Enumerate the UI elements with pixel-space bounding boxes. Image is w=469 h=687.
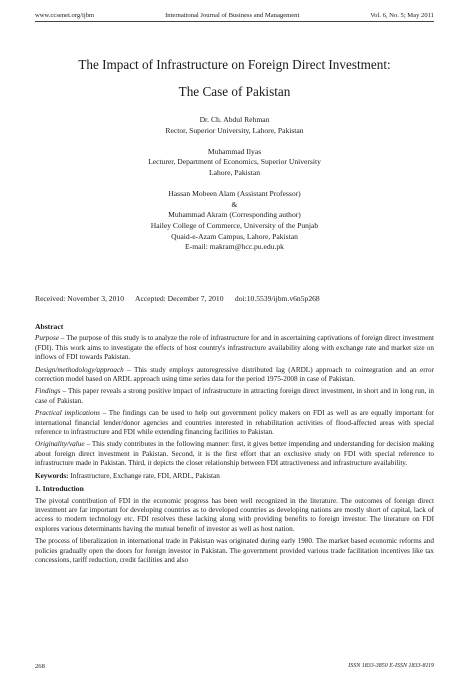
author-3-4-affiliation: Hailey College of Commerce, University of the Punjab bbox=[150, 220, 319, 230]
keywords bbox=[35, 472, 434, 481]
abstract-purpose bbox=[35, 334, 434, 362]
abstract-label: Purpose bbox=[35, 334, 59, 343]
author-2 bbox=[35, 147, 434, 179]
author-2-affiliation: Lecturer, Department of Economics, Superior University bbox=[148, 157, 321, 167]
author-3-4-campus: Quaid-e-Azam Campus, Lahore, Pakistan bbox=[171, 231, 298, 241]
running-header bbox=[35, 12, 434, 22]
title-line-1: The Impact of Infrastructure on Foreign Direct Investment: bbox=[78, 57, 391, 72]
author-2-name: Muhammad Ilyas bbox=[207, 146, 262, 156]
volume-info: Vol. 6, No. 5; May 2011 bbox=[370, 12, 434, 19]
introduction-heading: 1. Introduction bbox=[35, 484, 84, 494]
author-2-location: Lahore, Pakistan bbox=[208, 167, 261, 177]
title-line-2: The Case of Pakistan bbox=[178, 84, 291, 99]
abstract-text: – This paper reveals a strong positive impact of infrastructure in attracting foreign direct investment, in short and in long run, in case of Pakistan. bbox=[35, 387, 434, 405]
paper-body bbox=[35, 322, 434, 568]
introduction-paragraph: The process of liberalization in international trade in Pakistan was originated during early 1980. The market based economic reforms and policies gradually open the doors for foreign investor in Pakistan. The government provided various trade facilitation incentives like tax concessions, tariff reduction, credit facilities and also bbox=[35, 537, 434, 564]
abstract-implications bbox=[35, 409, 434, 437]
journal-name: International Journal of Business and Management bbox=[165, 12, 300, 19]
abstract-originality bbox=[35, 440, 434, 468]
author-1-affiliation: Rector, Superior University, Lahore, Pakistan bbox=[165, 125, 304, 135]
introduction-paragraph: The pivotal contribution of FDI in the economic progress has been well recognized in the literature. The outcomes of foreign direct investment are far important for developing countries as to developed countries as developing nations are mostly short of capital, lack of access to modern technology etc. FDI resolves these lacking along with providing benefits to foreign investor. The literature on FDI explores various determinants having the mutual benefit of investor as well as host nation. bbox=[35, 496, 434, 533]
issn: ISSN 1833-3850 E-ISSN 1833-8119 bbox=[348, 663, 434, 669]
author-1 bbox=[35, 115, 434, 136]
author-1-name: Dr. Ch. Abdul Rehman bbox=[199, 115, 270, 124]
author-3-4 bbox=[35, 189, 434, 253]
abstract-text: – The findings can be used to help out government policy makers on FDI as well as are equally important for international financial lender/donor agencies and countries interested in rehabilitation activities of flood-affected areas with special reference to infrastructure and FDI while extending financing facilities to Pakistan. bbox=[35, 409, 434, 437]
page-footer bbox=[35, 663, 434, 670]
abstract-text: – The purpose of this study is to analyze the role of infrastructure for and in ascertaining captivations of foreign direct investment (FDI). This work aims to investigate the effects of host country's infrastructure availability along with exchange rate and market size on inflows of FDI towards Pakistan. bbox=[35, 334, 434, 362]
author-4-name: Muhammad Akram (Corresponding author) bbox=[168, 210, 301, 220]
abstract-text: – This study employs autoregressive distributed lag (ARDL) approach to cointegration and an error correction model based on ARDL approach using time series data for the period 1975-2008 in case of Pakistan. bbox=[35, 365, 434, 384]
author-block bbox=[35, 115, 434, 253]
abstract-heading: Abstract bbox=[35, 322, 64, 331]
abstract-label: Practical implications bbox=[35, 409, 100, 418]
keywords-label: Keywords: bbox=[35, 471, 69, 480]
publication-dates: Received: November 3, 2010 Accepted: December 7, 2010 doi:10.5539/ijbm.v6n5p268 bbox=[35, 294, 320, 303]
abstract-label: Design/methodology/approach bbox=[35, 365, 124, 374]
abstract-text: – This study contributes in the following manner: first, it gives better impending and understanding for decision making about foreign direct investment in Pakistan. Second, it is the first effort that an exclusive study on FDI with special reference to infrastructure made in Pakistan. Third, it depicts the closer relationship between FDI attractiveness and infrastructure availability. bbox=[35, 440, 434, 468]
corresponding-email[interactable]: E-mail: makram@hcc.pu.edu.pk bbox=[185, 242, 284, 252]
abstract-design bbox=[35, 366, 434, 385]
abstract-findings bbox=[35, 387, 434, 406]
page-number: 268 bbox=[35, 663, 45, 670]
abstract-label: Originality/value bbox=[35, 440, 85, 449]
paper-title bbox=[35, 51, 434, 105]
journal-url: www.ccsenet.org/ijbm bbox=[35, 12, 95, 19]
author-ampersand: & bbox=[231, 199, 238, 209]
abstract-label: Findings bbox=[35, 387, 61, 396]
keywords-list: Infrastructure, Exchange rate, FDI, ARDL, Pakistan bbox=[68, 471, 220, 480]
author-3-name: Hassan Mobeen Alam (Assistant Professor) bbox=[168, 189, 301, 199]
